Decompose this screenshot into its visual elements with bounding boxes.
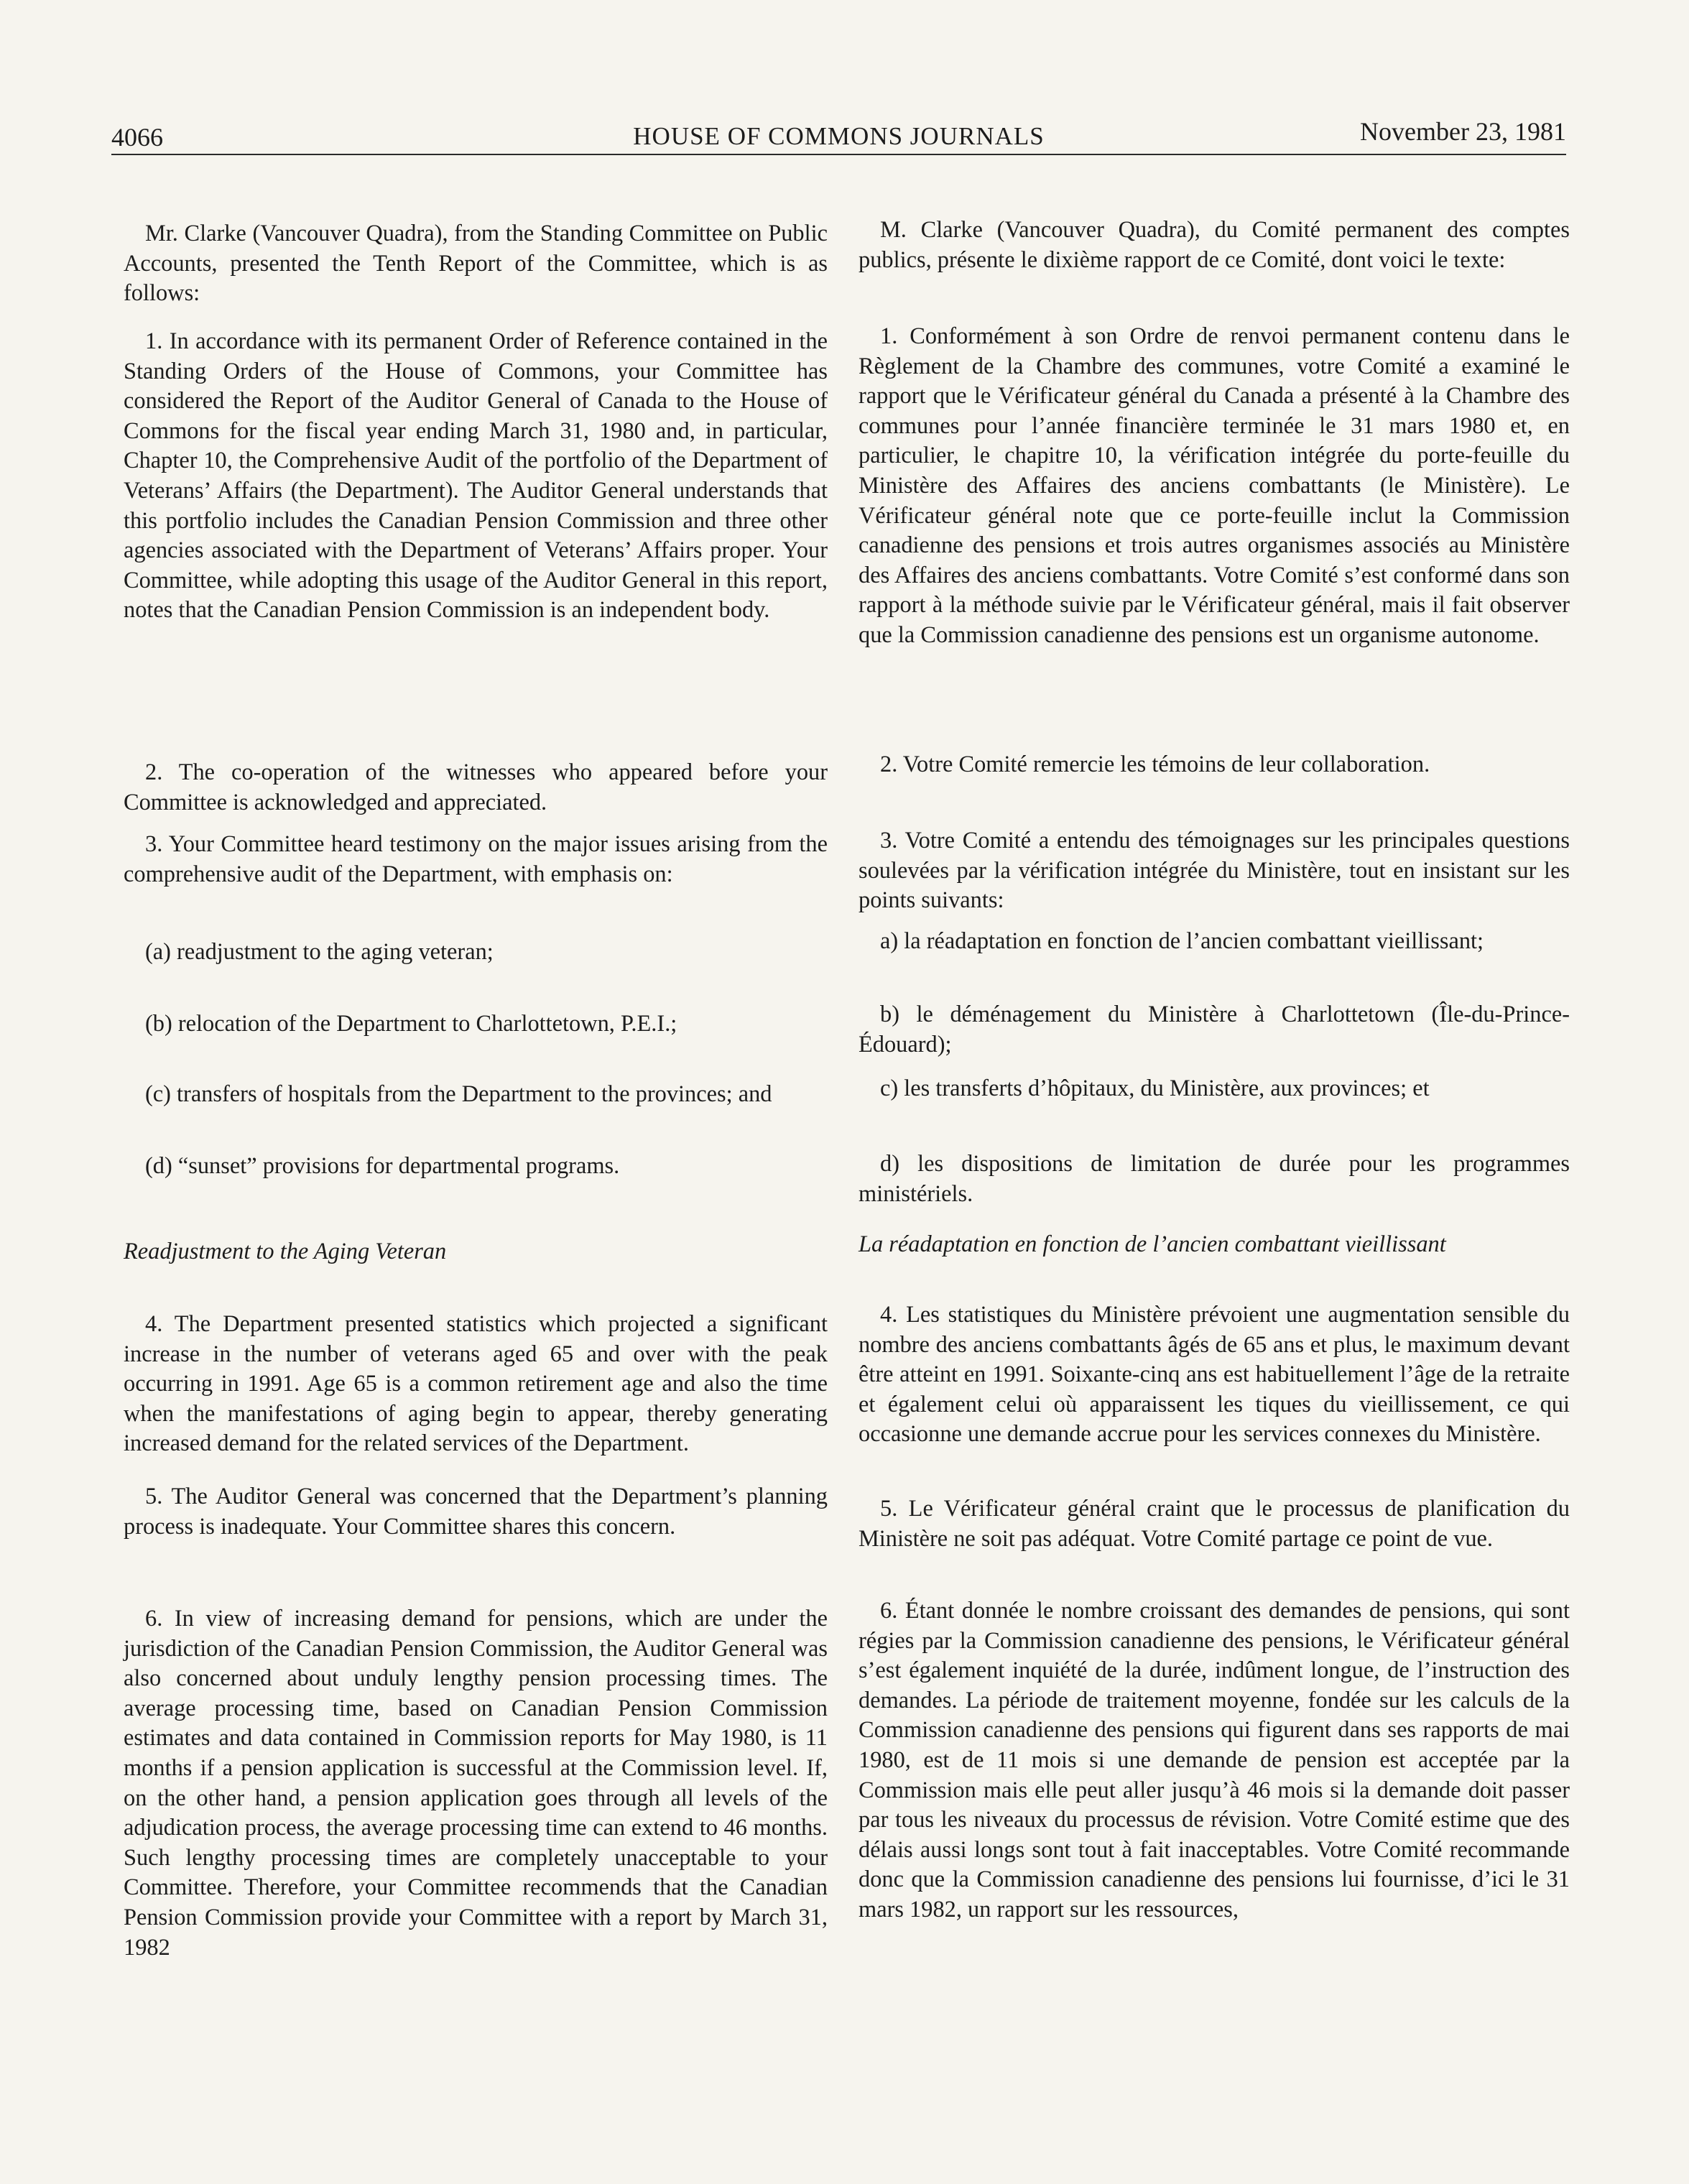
fr-paragraph-1: 1. Conformément à son Ordre de renvoi permanent contenu dans le Règlement de la Chambre des communes, votre Comité a examiné le rapport que le Vérificateur général du Canada a présenté à la Chambre des communes pour l’année financière terminée le 31 mars 1980 et, en particulier, le chapitre 10, la vérification intégrée du porte-feuille du Ministère des Affaires des anciens combattants (le Ministère). Le Vérificateur général note que ce porte-feuille inclut la Commission canadienne des pensions et trois autres organismes associés au Ministère des Affaires des anciens combattants. Votre Comité s’est conformé dans son rapport à la méthode suivie par le Vérificateur général, mais il fait observer que la Commission canadienne des pensions est un organisme autonome. — [859, 323, 1570, 648]
fr-paragraph-5: 5. Le Vérificateur général craint que le processus de planification du Ministère ne soit pas adéquat. Votre Comité partage ce point de vue. — [859, 1496, 1570, 1552]
en-paragraph-3: 3. Your Committee heard testimony on the major issues arising from the comprehensive audit of the Department, with emphasis on: — [124, 831, 828, 887]
fr-item-a: a) la réadaptation en fonction de l’ancien combattant vieillissant; — [880, 928, 1484, 954]
en-paragraph-2: 2. The co-operation of the witnesses who appeared before your Committee is acknowledged and appreciated. — [124, 759, 828, 815]
en-paragraph-1: 1. In accordance with its permanent Order of Reference contained in the Standing Orders of the House of Commons, your Committee has considered the Report of the Auditor General of Canada to the House of Commons for the fiscal year ending March 31, 1980 and, in particular, Chapter 10, the Comprehensive Audit of the portfolio of the Department of Veterans’ Affairs (the Department). The Auditor General understands that this portfolio includes the Canadian Pension Commission and three other agencies associated with the Department of Veterans’ Affairs proper. Your Committee, while adopting this usage of the Auditor General in this report, notes that the Canadian Pension Commission is an independent body. — [124, 328, 828, 624]
en-intro: Mr. Clarke (Vancouver Quadra), from the Standing Committee on Public Accounts, presented the Tenth Report of the Committee, which is as follows: — [124, 221, 828, 307]
page-number: 4066 — [111, 123, 163, 152]
fr-paragraph-2: 2. Votre Comité remercie les témoins de leur collaboration. — [880, 751, 1430, 777]
page-header — [111, 116, 1566, 155]
page-date: November 23, 1981 — [1360, 117, 1566, 146]
en-item-a: (a) readjustment to the aging veteran; — [145, 939, 494, 965]
en-paragraph-5: 5. The Auditor General was concerned that the Department’s planning process is inadequate. Your Committee shares this concern. — [124, 1484, 828, 1540]
header-rule — [111, 154, 1566, 155]
fr-item-b: b) le déménagement du Ministère à Charlottetown (Île-du-Prince-Édouard); — [859, 1001, 1570, 1058]
fr-item-c: c) les transferts d’hôpitaux, du Ministère, aux provinces; et — [880, 1075, 1430, 1101]
fr-intro: M. Clarke (Vancouver Quadra), du Comité permanent des comptes publics, présente le dixième rapport de ce Comité, dont voici le texte: — [859, 217, 1570, 273]
en-section-heading: Readjustment to the Aging Veteran — [124, 1239, 447, 1264]
en-paragraph-4: 4. The Department presented statistics which projected a significant increase in the number of veterans aged 65 and over with the peak occurring in 1991. Age 65 is a common retirement age and also the time when the manifestations of aging begin to appear, thereby generating increased demand for the related services of the Department. — [124, 1311, 828, 1457]
en-item-d: (d) “sunset” provisions for departmental programs. — [145, 1153, 620, 1179]
journal-title: HOUSE OF COMMONS JOURNALS — [633, 122, 1045, 150]
fr-paragraph-3: 3. Votre Comité a entendu des témoignages sur les principales questions soulevées par la vérification intégrée du Ministère, tout en insistant sur les points suivants: — [859, 828, 1570, 914]
fr-paragraph-6: 6. Étant donnée le nombre croissant des demandes de pensions, qui sont régies par la Commission canadienne des pensions, le Vérificateur général s’est également inquiété de la durée, indûment longue, de l’instruction des demandes. La période de traitement moyenne, fondée sur les calculs de la Commission canadienne des pensions qui figurent dans ses rapports de mai 1980, est de 11 mois si une demande de pension est acceptée par la Commission mais elle peut aller jusqu’à 46 mois si la demande doit passer par tous les niveaux du processus de révision. Votre Comité estime que des délais aussi longs sont tout à fait inacceptables. Votre Comité recommande donc que la Commission canadienne des pensions lui fournisse, d’ici le 31 mars 1982, un rapport sur les ressources, — [859, 1598, 1570, 1922]
fr-paragraph-4: 4. Les statistiques du Ministère prévoient une augmentation sensible du nombre des anciens combattants âgés de 65 ans et plus, le maximum devant être atteint en 1991. Soixante-cinq ans est habituellement l’âge de la retraite et également celui où apparaissent les tiques du vieillissement, ce qui occasionne une demande accrue pour les services connexes du Ministère. — [859, 1302, 1570, 1448]
fr-item-d: d) les dispositions de limitation de durée pour les programmes ministériels. — [859, 1151, 1570, 1207]
fr-section-heading: La réadaptation en fonction de l’ancien combattant vieillissant — [859, 1231, 1446, 1257]
en-item-c: (c) transfers of hospitals from the Department to the provinces; and — [145, 1081, 772, 1107]
en-paragraph-6: 6. In view of increasing demand for pensions, which are under the jurisdiction of the Canadian Pension Commission, the Auditor General was also concerned about unduly lengthy pension processing times. The average processing time, based on Canadian Pension Commission estimates and data contained in Commission reports for May 1980, is 11 months if a pension application is successful at the Commission level. If, on the other hand, a pension application goes through all levels of the adjudication process, the average processing time can extend to 46 months. Such lengthy processing times are completely unacceptable to your Committee. Therefore, your Committee recommends that the Canadian Pension Commission provide your Committee with a report by March 31, 1982 — [124, 1606, 828, 1961]
en-item-b: (b) relocation of the Department to Charlottetown, P.E.I.; — [145, 1011, 677, 1037]
